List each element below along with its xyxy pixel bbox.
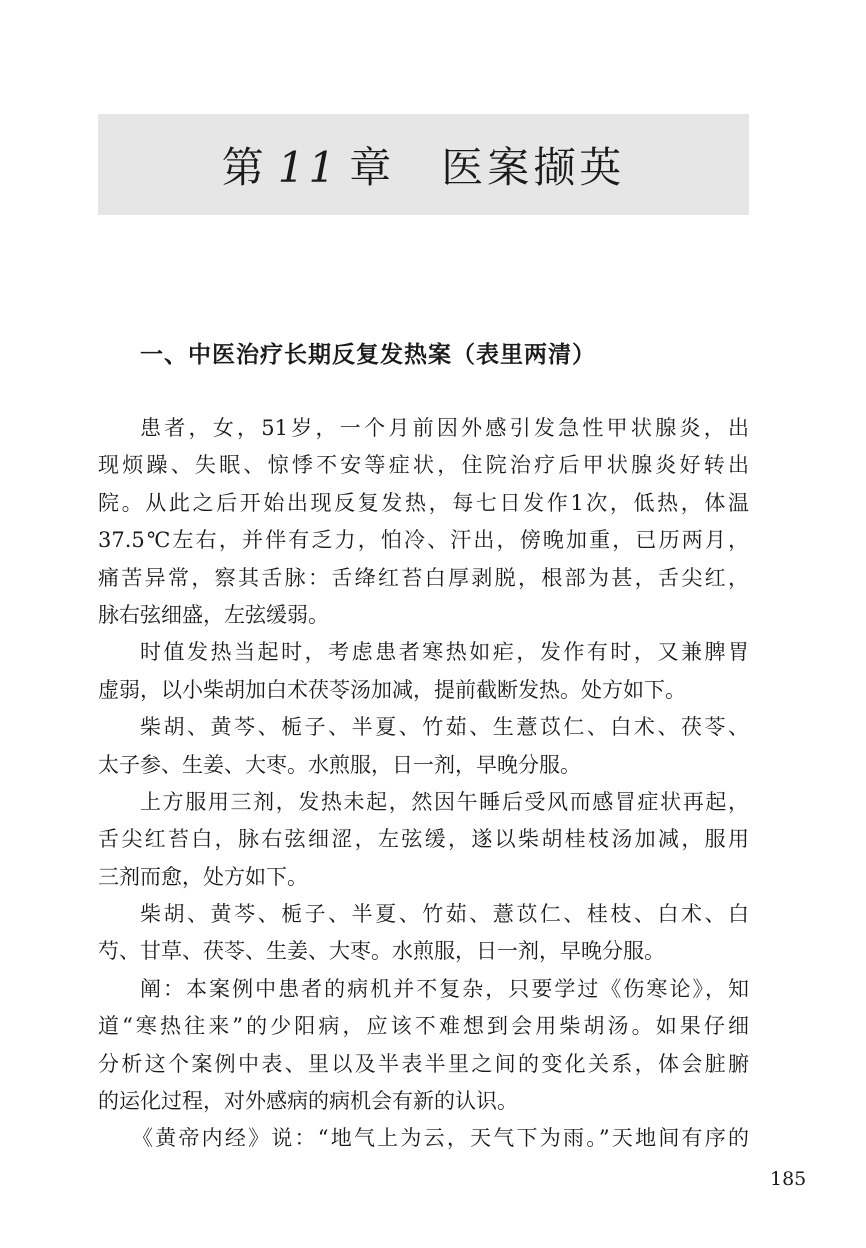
text-line: 舌尖红苔白，脉右弦细涩，左弦缓，遂以柴胡桂枝汤加减，服用 — [98, 827, 749, 852]
text-line: 上方服用三剂，发热未起，然因午睡后受风而感冒症状再起， — [140, 789, 749, 814]
text-line: 患者，女，51岁，一个月前因外感引发急性甲状腺炎，出 — [140, 416, 749, 440]
text-line: 分析这个案例中表、里以及半表半里之间的变化关系，体会脏腑 — [98, 1051, 749, 1076]
chapter-suffix: 章 — [349, 142, 396, 192]
text-line: 虚弱，以小柴胡加白术茯苓汤加减，提前截断发热。处方如下。 — [98, 677, 686, 702]
text-line: 柴胡、黄芩、栀子、半夏、竹茹、薏苡仁、桂枝、白术、白 — [140, 902, 749, 927]
section-heading: 一、中医治疗长期反复发热案（表里两清） — [140, 341, 596, 368]
chapter-name: 医案撷英 — [441, 142, 626, 192]
page-number: 185 — [770, 1168, 807, 1190]
text-line: 脉右弦细盛，左弦缓弱。 — [98, 602, 329, 627]
text-line: 痛苦异常，察其舌脉：舌绛红苔白厚剥脱，根部为甚，舌尖红， — [98, 565, 749, 590]
chapter-banner — [98, 114, 749, 215]
chapter-number: 11 — [277, 142, 340, 192]
chapter-prefix: 第 — [221, 142, 268, 192]
text-line: 的运化过程，对外感病的病机会有新的认识。 — [98, 1089, 518, 1114]
text-line: 《黄帝内经》说：“地气上为云，天气下为雨。”天地间有序的 — [132, 1126, 749, 1151]
text-line: 柴胡、黄芩、栀子、半夏、竹茹、生薏苡仁、白术、茯苓、 — [140, 715, 749, 740]
text-line: 37.5℃左右，并伴有乏力，怕冷、汗出，傍晚加重，已历两月， — [98, 528, 749, 553]
text-line: 阐：本案例中患者的病机并不复杂，只要学过《伤寒论》，知 — [140, 976, 749, 1001]
text-line: 时值发热当起时，考虑患者寒热如疟，发作有时，又兼脾胃 — [140, 640, 749, 665]
chapter-title — [222, 135, 626, 195]
text-line: 院。从此之后开始出现反复发热，每七日发作1次，低热，体温 — [98, 490, 749, 515]
text-line: 太子参、生姜、大枣。水煎服，日一剂，早晚分服。 — [98, 752, 581, 777]
text-line: 道“寒热往来”的少阳病，应该不难想到会用柴胡汤。如果仔细 — [98, 1014, 749, 1039]
body-text — [98, 410, 749, 1158]
text-line: 三剂而愈，处方如下。 — [98, 864, 308, 889]
text-line: 现烦躁、失眠、惊悸不安等症状，住院治疗后甲状腺炎好转出 — [98, 453, 749, 478]
text-line: 芍、甘草、茯苓、生姜、大枣。水煎服，日一剂，早晚分服。 — [98, 939, 665, 964]
